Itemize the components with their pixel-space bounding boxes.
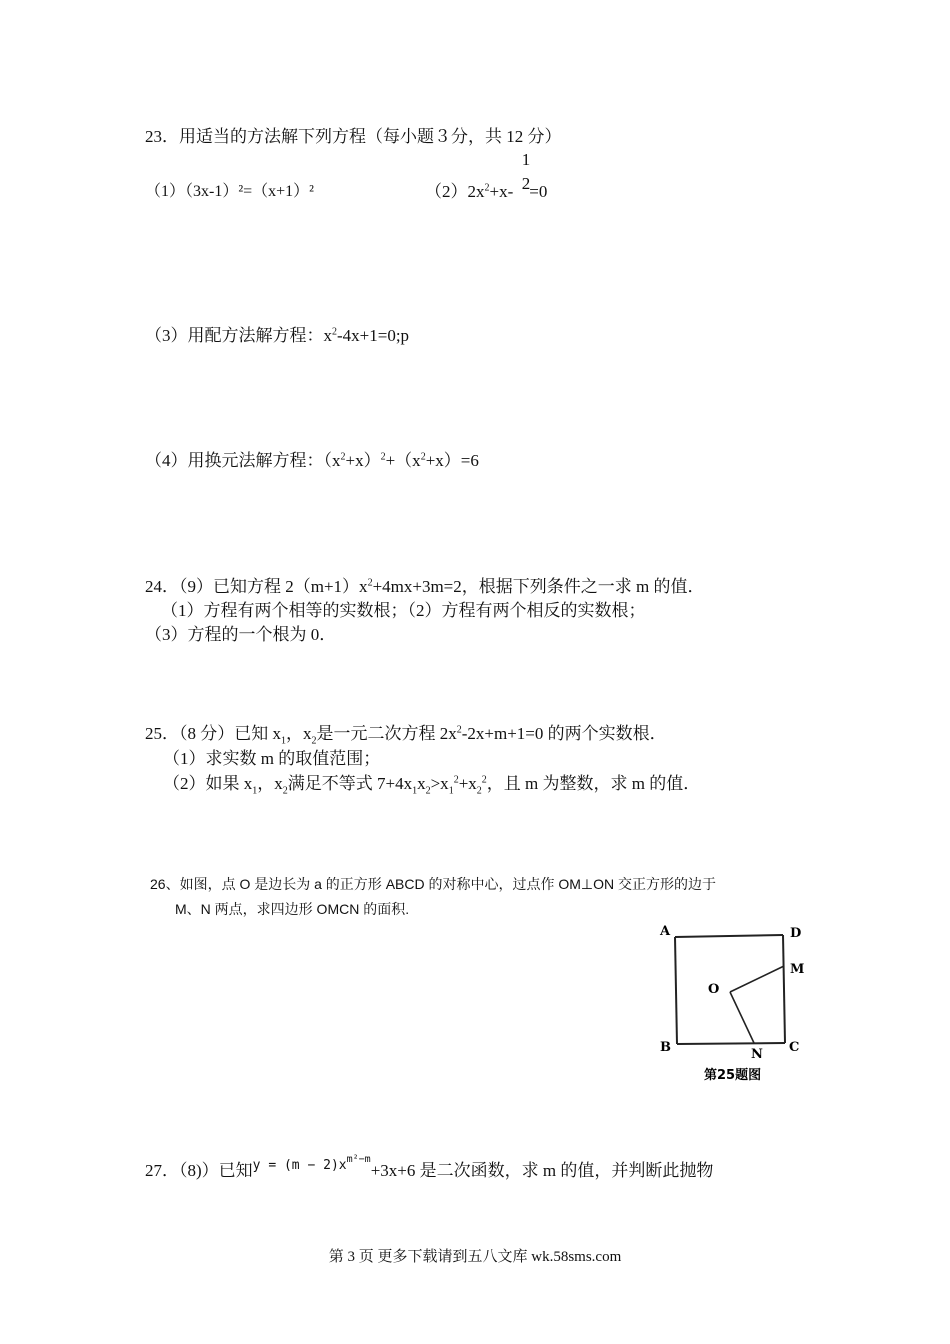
q25-line1: 25．（8 分）已知 $x_1$，$x_2$是一元二次方程 $2x^2-2x+m+1=0$ 的两个实数根． — [145, 724, 667, 747]
side-ad — [675, 935, 783, 937]
q26-line1: 26、如图，点 O 是边长为 a 的正方形 ABCD 的对称中心，过点作 OM⊥ON 交正方形的边于 — [150, 876, 717, 892]
label-a: A — [660, 924, 671, 939]
q23-part2: $(2)2x^2+x- =0$ — [425, 182, 548, 201]
side-cb — [677, 1043, 785, 1044]
q25-line3: （2）如果 $x_1$，$x_2$满足不等式 $7+4x_1x_2>x_1^2+x_2^2$，且 m 为整数，求 m 的值． — [163, 774, 701, 797]
q24-line1: 24．（9）已知方程 $2(m+1)x^2+4mx+3m=2$，根据下列条件之一求 m 的值． — [145, 577, 705, 596]
label-c: C — [789, 1040, 800, 1055]
q23-fraction-half: 1 2 — [521, 150, 531, 193]
page-footer: 第 3 页 更多下载请到五八文库 wk.58sms.com — [328, 1249, 622, 1265]
figure-caption: 第25题图 — [704, 1068, 762, 1083]
q23-part1: （1）（3x-1）²=（x+1）² — [145, 183, 314, 200]
q24-line2: （1）方程有两个相等的实数根；（2）方程有两个相反的实数根； — [161, 601, 646, 620]
segment-om — [730, 966, 784, 992]
label-d: D — [790, 926, 802, 941]
q26-line2: M、N 两点，求四边形 OMCN 的面积. — [175, 901, 410, 917]
square-figure — [650, 915, 820, 1090]
label-m: M — [790, 962, 805, 977]
label-n: N — [751, 1047, 763, 1062]
label-b: B — [660, 1040, 671, 1055]
q23-part4: （4）用换元法解方程：$(x^2+x)^2+(x^2+x)=6$ — [145, 451, 479, 470]
q27-line: 27．（8)）已知$^{y = (m - 2)xm^2-m}$+3x+6 是二次函数，求 m 的值，并判断此抛物 — [145, 1154, 714, 1180]
side-ba — [675, 937, 677, 1044]
q27-exponent: m²−m — [346, 1154, 371, 1165]
q23-part3: （3）用配方法解方程：$x^2-4x+1=0;p$ — [145, 326, 410, 345]
q23-title: 23．用适当的方法解下列方程（每小题３分，共 12 分） — [145, 127, 562, 146]
segment-on — [730, 992, 754, 1043]
q25-line2: （1）求实数 m 的取值范围； — [163, 749, 381, 768]
q24-line3: （3）方程的一个根为 0． — [145, 625, 337, 644]
label-o: O — [708, 982, 720, 997]
side-dc — [783, 935, 785, 1043]
q27-formula: y = (m − 2)x — [252, 1158, 347, 1173]
